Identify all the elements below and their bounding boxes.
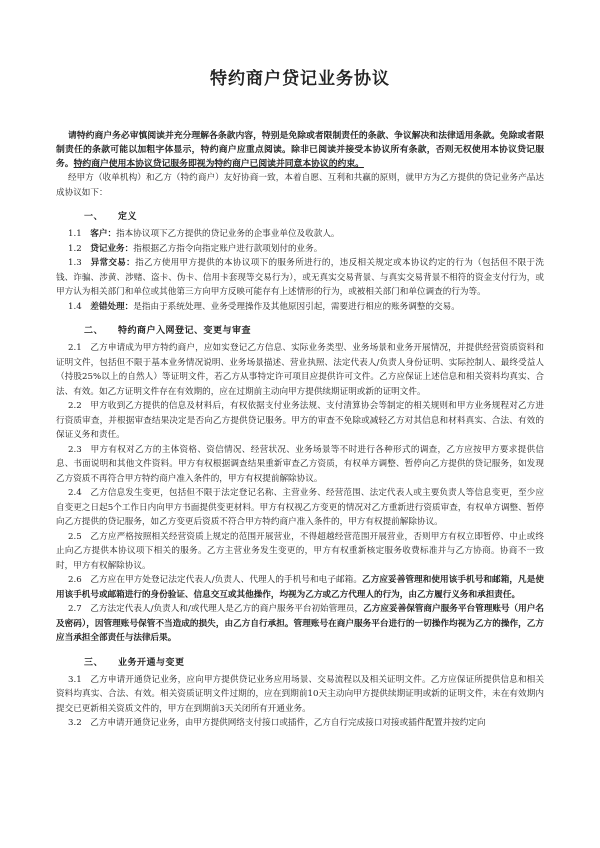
sections-container bbox=[56, 210, 544, 731]
clause-paragraph bbox=[56, 399, 544, 443]
clause-text: 乙方应严格按照相关经营资质上规定的范围开展营业，不得超越经营范围开展营业，否则甲方有权立即暂停、中止或终止向乙方提供本协议项下相关的服务。乙方主营业务发生变更的，甲方有权重新核定服务收费标准并与乙方协商。协商不一致时，甲方有权解除协议。 bbox=[56, 531, 544, 571]
clause-paragraph bbox=[56, 227, 544, 242]
section-heading bbox=[56, 324, 544, 339]
clause-text: 是指由于系统处理、业务受理操作及其他原因引起，需要进行相应的账务调整的交易。 bbox=[133, 301, 460, 312]
clause-text: 乙方法定代表人/负责人和/或代理人是乙方的商户服务平台初始管理员， bbox=[90, 604, 364, 614]
notice-text: 请特约商户务必审慎阅读并充分理解各条款内容，特别是免除或者限制责任的条款、争议解决和法律适用条款。免除或者限制责任的条款可能以加粗字体显示，特约商户应重点阅读。除非已阅读并接受本协议所有条款，否则无权使用本协议贷记服务。 bbox=[56, 131, 544, 169]
clause-number: 1.3 bbox=[68, 258, 91, 268]
clause-number: 2.1 bbox=[68, 343, 91, 353]
important-notice bbox=[56, 129, 544, 171]
clause-paragraph bbox=[56, 341, 544, 399]
clause-text: 乙方申请开通贷记业务，由甲方提供网络支付接口或插件，乙方自行完成接口对接或插件配置并按约定向 bbox=[90, 718, 486, 728]
section-title: 特约商户入网登记、变更与审查 bbox=[118, 326, 252, 336]
clause-number: 3.1 bbox=[68, 674, 91, 685]
clause-paragraph bbox=[56, 443, 544, 487]
clause-text: 乙方应在甲方处登记法定代表人/负责人、代理人的手机号和电子邮箱。 bbox=[90, 575, 363, 585]
clause-term: 客户： bbox=[90, 229, 117, 239]
clause-paragraph bbox=[56, 300, 544, 315]
section-number: 二、 bbox=[84, 326, 104, 336]
clause-paragraph bbox=[56, 716, 544, 731]
clause-term: 差错处理： bbox=[90, 301, 134, 312]
clause-text: 甲方收到乙方提供的信息及材料后，有权依据支付业务法规、支付清算协会等制定的相关规则和甲方业务规程对乙方进行资质审查，并根据审查结果决定是否向乙方提供贷记服务。甲方的审查不免除或减轻乙方对其信息和材料真实、合法、有效的保证义务和责任。 bbox=[56, 401, 544, 440]
clause-bold-text: 乙方应妥善保管商户服务平台管理账号（用户名及密码），因管理账号保管不当造成的损失，由乙方自行承担。管理账号在商户服务平台进行的一切操作均视为乙方的操作，乙方应当承担全部责任与法律后果。 bbox=[56, 604, 544, 643]
clause-term: 异常交易： bbox=[90, 258, 136, 268]
clause-number: 2.4 bbox=[68, 488, 91, 498]
clause-paragraph bbox=[56, 256, 544, 300]
section-number: 一、 bbox=[84, 212, 104, 222]
clause-paragraph bbox=[56, 242, 544, 257]
clause-number: 1.4 bbox=[68, 301, 91, 312]
clause-text: 指本协议项下乙方提供的贷记业务的企事业单位及收款人。 bbox=[116, 229, 340, 239]
clause-number: 2.2 bbox=[68, 401, 91, 411]
clause-paragraph bbox=[56, 486, 544, 530]
intro-paragraph: 经甲方（收单机构）和乙方（特约商户）友好协商一致，本着自愿、互利和共赢的原则，就甲方为乙方提供的贷记业务产品达成协议如下： bbox=[56, 173, 544, 198]
clause-number: 3.2 bbox=[68, 718, 91, 728]
clause-text: 甲方有权对乙方的主体资格、资信情况、经营状况、业务场景等不时进行各种形式的调查，乙方应按甲方要求提供信息、书面说明和其他文件资料。甲方有权根据调查结果重新审查乙方资质，有权单方调整、暂停向乙方提供的贷记服务，如发现乙方资质不再符合甲方特约商户准入条件的，甲方有权提前解除协议。 bbox=[56, 444, 544, 484]
clause-number: 2.5 bbox=[68, 531, 91, 542]
clause-paragraph bbox=[56, 573, 544, 602]
clause-paragraph bbox=[56, 673, 544, 717]
section-title: 业务开通与变更 bbox=[118, 657, 185, 668]
clause-number: 1.2 bbox=[68, 243, 91, 254]
clause-text: 指乙方使用甲方提供的本协议项下的服务所进行的，违反相关规定或本协议约定的行为（包括但不限于洗钱、诈骗、涉黄、涉赌、盗卡、伪卡、信用卡套现等交易行为），或无真实交易背景、与真实交易背景不相符的资金支付行为，或甲方认为相关部门和单位或其他第三方向甲方反映可能存有上述情形的行为，或被相关部门和单位调查的行为等。 bbox=[56, 258, 544, 297]
notice-underlined-text: 特约商户使用本协议贷记服务即视为特约商户已阅读并同意本协议的约束。 bbox=[73, 159, 364, 169]
clause-text: 指根据乙方指令向指定账户进行款项划付的业务。 bbox=[133, 243, 323, 254]
document-title: 特约商户贷记业务协议 bbox=[210, 69, 390, 89]
section-number: 三、 bbox=[84, 657, 104, 668]
clause-term: 贷记业务： bbox=[90, 243, 134, 254]
clause-number: 1.1 bbox=[68, 229, 91, 239]
section-heading bbox=[56, 656, 544, 671]
clause-text: 乙方信息发生变更，包括但不限于法定登记名称、主营业务、经营范围、法定代表人或主要负责人等信息变更，至少应自变更之日起5个工作日内向甲方书面提供变更材料。甲方有权视乙方变更的情况对乙方重新进行资质审查，有权单方调整、暂停向乙方提供的贷记服务，如乙方变更后资质不符合甲方特约商户准入条件的，甲方有权提前解除协议。 bbox=[56, 488, 544, 527]
clause-text: 乙方申请开通贷记业务，应向甲方提供贷记业务应用场景、交易流程以及相关证明文件。乙方应保证所提供信息和相关资料均真实、合法、有效。相关资质证明文件过期的，应在到期前10天主动向甲方提供续期证明或新的证明文件，未在有效期内提交已更新相关资质文件的，甲方在到期前3天关闭所有开通业务。 bbox=[56, 674, 544, 714]
clause-number: 2.3 bbox=[68, 444, 91, 455]
clause-bold-text: 乙方应妥善管理和使用该手机号和邮箱，凡是使用该手机号或邮箱进行的身份验证、信息交互或其他操作，均视为乙方或乙方代理人的行为，由乙方履行义务和承担责任。 bbox=[56, 575, 544, 600]
section-title: 定义 bbox=[118, 212, 138, 222]
clause-number: 2.6 bbox=[68, 575, 91, 585]
clause-text: 乙方申请成为甲方特约商户，应如实登记乙方信息、实际业务类型、业务场景和业务开展情况，并提供经营资质资料和证明文件，包括但不限于基本业务情况说明、业务场景描述、营业执照、法定代表人/负责人身份证明、实际控制人、最终受益人（持股25%以上的自然人）等证明文件，若乙方从事特定许可项目应提供许可文件。乙方应保证上述信息和相关资料均真实、合法、有效。如乙方证明文件存在有效期的，应在过期前主动向甲方提供续期证明或新的证明文件。 bbox=[56, 343, 544, 397]
clause-paragraph bbox=[56, 530, 544, 574]
clause-number: 2.7 bbox=[68, 604, 91, 614]
section-heading bbox=[56, 210, 544, 225]
clause-paragraph bbox=[56, 602, 544, 646]
